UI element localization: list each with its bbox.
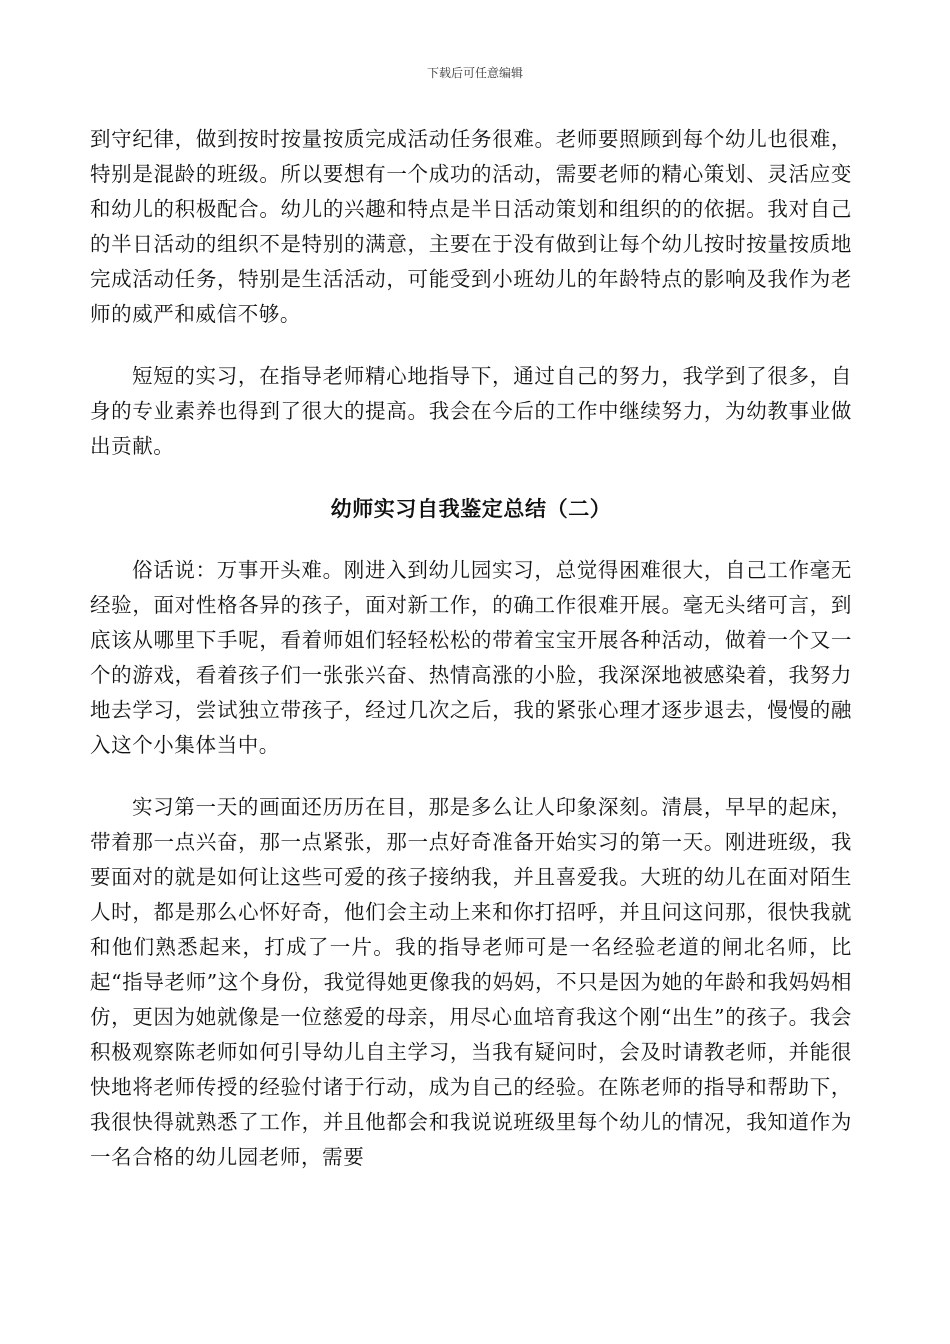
paragraph-conclusion: 短短的实习，在指导老师精心地指导下，通过自己的努力，我学到了很多，自身的专业素养也得到了很大的提高。我会在今后的工作中继续努力，为幼教事业做出贡献。 [90, 364, 852, 458]
paragraph-intro: 俗话说：万事开头难。刚进入到幼儿园实习，总觉得困难很大，自己工作毫无经验，面对性格各异的孩子，面对新工作，的确工作很难开展。毫无头绪可言，到底该从哪里下手呢，看着师姐们轻轻松松的带着宝宝开展各种活动，做着一个又一个的游戏，看着孩子们一张张兴奋、热情高涨的小脸，我深深地被感染着，我努力地去学习，尝试独立带孩子，经过几次之后，我的紧张心理才逐步退去，慢慢的融入这个小集体当中。 [90, 558, 852, 757]
paragraph-first-day: 实习第一天的画面还历历在目，那是多么让人印象深刻。清晨，早早的起床，带着那一点兴奋，那一点紧张，那一点好奇准备开始实习的第一天。刚进班级，我要面对的就是如何让这些可爱的孩子接纳我，并且喜爱我。大班的幼儿在面对陌生人时，都是那么心怀好奇，他们会主动上来和你打招呼，并且问这问那，很快我就和他们熟悉起来，打成了一片。我的指导老师可是一名经验老道的闸北名师，比起“指导老师”这个身份，我觉得她更像我的妈妈，不只是因为她的年龄和我妈妈相仿，更因为她就像是一位慈爱的母亲，用尽心血培育我这个刚“出生”的孩子。我会积极观察陈老师如何引导幼儿自主学习，当我有疑问时，会及时请教老师，并能很快地将老师传授的经验付诸于行动，成为自己的经验。在陈老师的指导和帮助下，我很快得就熟悉了工作，并且他都会和我说说班级里每个幼儿的情况，我知道作为一名合格的幼儿园老师，需要 [90, 795, 852, 1169]
page-header-note: 下载后可任意编辑 [426, 66, 523, 80]
section-title: 幼师实习自我鉴定总结（二） [330, 496, 612, 521]
document-body [90, 122, 852, 1175]
paragraph-continuation: 到守纪律，做到按时按量按质完成活动任务很难。老师要照顾到每个幼儿也很难，特别是混龄的班级。所以要想有一个成功的活动，需要老师的精心策划、灵活应变和幼儿的积极配合。幼儿的兴趣和特点是半日活动策划和组织的的依据。我对自己的半日活动的组织不是特别的满意，主要在于没有做到让每个幼儿按时按量按质地完成活动任务，特别是生活活动，可能受到小班幼儿的年龄特点的影响及我作为老师的威严和威信不够。 [90, 127, 852, 326]
